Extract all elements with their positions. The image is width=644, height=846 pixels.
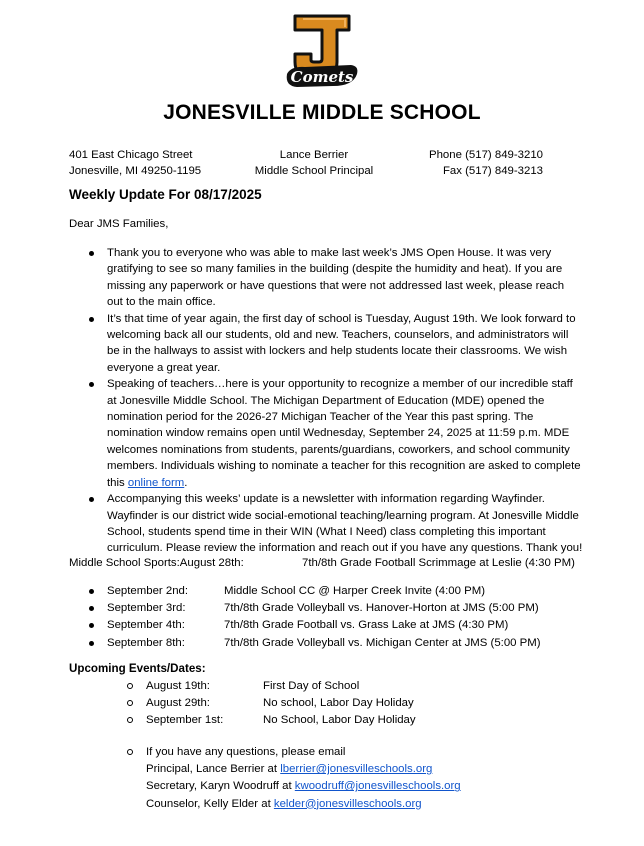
- list-item: September 4th: 7th/8th Grade Football vs. Grass Lake at JMS (4:30 PM): [89, 617, 567, 634]
- list-item: August 29th: No school, Labor Day Holiday: [127, 695, 416, 712]
- principal-email-link[interactable]: lberrier@jonesvilleschools.org: [280, 763, 433, 776]
- list-item: September 1st: No School, Labor Day Holiday: [127, 712, 416, 729]
- sports-schedule: [89, 583, 567, 652]
- address-block: [69, 147, 201, 179]
- contact-secretary: Secretary, Karyn Woodruff at kwoodruff@jonesvilleschools.org: [146, 780, 461, 793]
- weekly-update-title: Weekly Update For 08/17/2025: [69, 187, 262, 202]
- list-item: Speaking of teachers…here is your opportunity to recognize a member of our incredible staff at Jonesville Middle School. The Michigan Department of Education (MDE) opened the nomination period for the 2026-27 Michigan Teacher of the Year this past spring. The nomination window remains open until Wednesday, September 24, 2025 at 11:59 p.m. MDE welcomes nominations from students, parents/guardians, coworkers, and school community members. Individuals wishing to nominate a teacher for this recognition are asked to complete this online form.: [89, 376, 583, 491]
- list-item: August 19th: First Day of School: [127, 678, 416, 695]
- upcoming-events: [127, 678, 416, 730]
- comets-logo: [283, 10, 361, 90]
- principal-title: Middle School Principal: [254, 165, 374, 177]
- city: Jonesville, MI 49250-1195: [69, 165, 202, 177]
- contact-principal: Principal, Lance Berrier at lberrier@jonesvilleschools.org: [146, 763, 433, 776]
- contact-counselor: Counselor, Kelly Elder at kelder@jonesvilleschools.org: [146, 797, 422, 810]
- contact-intro: If you have any questions, please email: [146, 746, 346, 758]
- principal-name: Lance Berrier: [279, 149, 349, 161]
- list-item: [127, 744, 461, 813]
- online-form-link[interactable]: online form: [127, 476, 185, 489]
- logo-script-text: Comets: [290, 68, 354, 86]
- salutation: Dear JMS Families,: [69, 218, 169, 230]
- list-item: Accompanying this weeks’ update is a newsletter with information regarding Wayfinder. Wayfinder is our district wide social-emotional teaching/learning program. At Jonesville Middle School, students spend time in their WIN (What I Need) class completing this important curriculum. Please review the information and reach out if you have any questions. Thank you!: [89, 491, 583, 557]
- school-name: JONESVILLE MIDDLE SCHOOL: [163, 101, 481, 124]
- update-bullets: [89, 245, 583, 557]
- counselor-email-link[interactable]: kelder@jonesvilleschools.org: [273, 797, 422, 810]
- contact-numbers: [429, 147, 543, 179]
- street: 401 East Chicago Street: [69, 149, 193, 161]
- list-item: September 3rd: 7th/8th Grade Volleyball vs. Hanover-Horton at JMS (5:00 PM): [89, 600, 567, 617]
- contact-info: [127, 744, 461, 813]
- sports-heading: [69, 557, 575, 569]
- fax: Fax (517) 849-3213: [442, 165, 543, 177]
- list-item: September 8th: 7th/8th Grade Volleyball vs. Michigan Center at JMS (5:00 PM): [89, 635, 567, 652]
- phone: Phone (517) 849-3210: [429, 149, 543, 161]
- list-item: It’s that time of year again, the first day of school is Tuesday, August 19th. We look forward to welcoming back all our students, old and new. Teachers, counselors, and administrators will be in the hallways to assist with lockers and help students locate their classrooms. We wish everyone a great year.: [89, 311, 583, 377]
- sports-first-event: 7th/8th Grade Football Scrimmage at Leslie (4:30 PM): [302, 557, 575, 569]
- list-item: September 2nd: Middle School CC @ Harper Creek Invite (4:00 PM): [89, 583, 567, 600]
- secretary-email-link[interactable]: kwoodruff@jonesvilleschools.org: [294, 780, 461, 793]
- list-item: Thank you to everyone who was able to make last week’s JMS Open House. It was very gratifying to see so many families in the building (despite the humidity and heat). If you are missing any paperwork or have questions that were not addressed last week, please reach out to the main office.: [89, 245, 583, 311]
- upcoming-title: Upcoming Events/Dates:: [69, 662, 206, 675]
- principal-block: [238, 147, 390, 179]
- sports-label: Middle School Sports:August 28th:: [69, 557, 244, 569]
